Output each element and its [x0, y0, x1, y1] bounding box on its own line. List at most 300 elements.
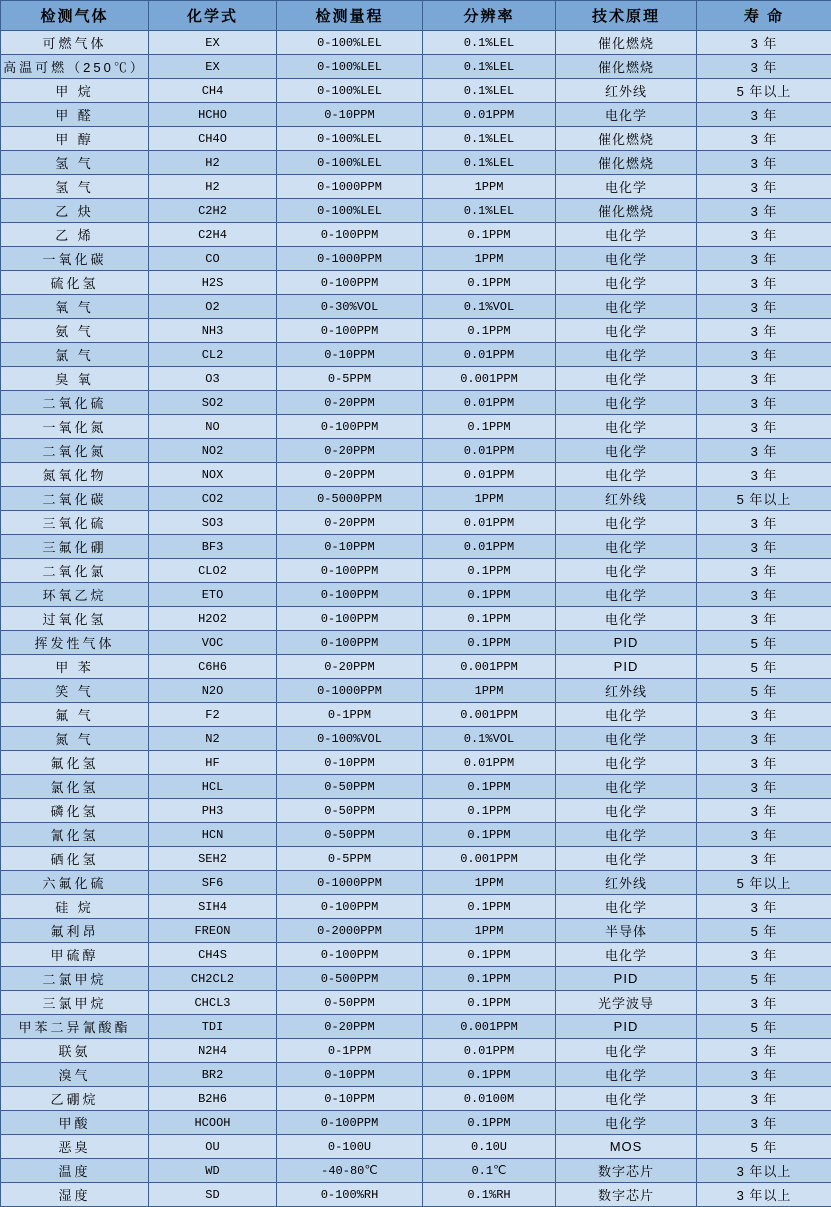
table-row [1, 607, 831, 631]
cell-technology: 电化学 [556, 535, 697, 559]
cell-lifetime: 3 年 [697, 247, 831, 271]
cell-lifetime: 5 年 [697, 919, 831, 943]
cell-lifetime: 3 年 [697, 799, 831, 823]
cell-lifetime: 5 年以上 [697, 79, 831, 103]
cell-range: 0-100PPM [277, 583, 423, 607]
cell-range: 0-100%LEL [277, 127, 423, 151]
cell-formula: PH3 [149, 799, 277, 823]
cell-gas: 氰化氢 [1, 823, 149, 847]
cell-range: 0-2000PPM [277, 919, 423, 943]
cell-technology: 电化学 [556, 391, 697, 415]
cell-lifetime: 3 年 [697, 751, 831, 775]
cell-technology: 催化燃烧 [556, 127, 697, 151]
table-row [1, 439, 831, 463]
cell-range: 0-100PPM [277, 319, 423, 343]
cell-gas: 甲 烷 [1, 79, 149, 103]
cell-technology: 电化学 [556, 607, 697, 631]
cell-range: 0-20PPM [277, 655, 423, 679]
cell-formula: O3 [149, 367, 277, 391]
cell-lifetime: 3 年 [697, 607, 831, 631]
cell-lifetime: 5 年 [697, 1135, 831, 1159]
cell-lifetime: 5 年 [697, 1015, 831, 1039]
cell-formula: EX [149, 55, 277, 79]
cell-gas: 三氯甲烷 [1, 991, 149, 1015]
cell-lifetime: 3 年 [697, 991, 831, 1015]
cell-formula: TDI [149, 1015, 277, 1039]
table-row [1, 487, 831, 511]
cell-lifetime: 3 年 [697, 127, 831, 151]
cell-range: 0-10PPM [277, 751, 423, 775]
cell-range: 0-5PPM [277, 847, 423, 871]
cell-range: 0-500PPM [277, 967, 423, 991]
cell-technology: 电化学 [556, 799, 697, 823]
cell-gas: 二氯甲烷 [1, 967, 149, 991]
cell-formula: N2O [149, 679, 277, 703]
cell-resolution: 0.1PPM [423, 319, 556, 343]
cell-gas: 联氨 [1, 1039, 149, 1063]
cell-resolution: 0.01PPM [423, 463, 556, 487]
cell-range: -40-80℃ [277, 1159, 423, 1183]
cell-gas: 氯化氢 [1, 775, 149, 799]
cell-technology: 电化学 [556, 1087, 697, 1111]
table-row [1, 775, 831, 799]
cell-technology: PID [556, 655, 697, 679]
cell-resolution: 1PPM [423, 919, 556, 943]
cell-resolution: 0.1%LEL [423, 79, 556, 103]
cell-gas: 氟 气 [1, 703, 149, 727]
cell-range: 0-100%LEL [277, 79, 423, 103]
cell-range: 0-1000PPM [277, 247, 423, 271]
cell-technology: 电化学 [556, 751, 697, 775]
cell-gas: 环氧乙烷 [1, 583, 149, 607]
table-row [1, 559, 831, 583]
cell-range: 0-5PPM [277, 367, 423, 391]
cell-technology: 电化学 [556, 775, 697, 799]
cell-formula: CH4O [149, 127, 277, 151]
column-header-formula: 化学式 [149, 1, 277, 31]
table-header-row [1, 1, 831, 31]
cell-lifetime: 5 年以上 [697, 871, 831, 895]
cell-resolution: 0.01PPM [423, 391, 556, 415]
cell-resolution: 0.01PPM [423, 343, 556, 367]
cell-technology: PID [556, 1015, 697, 1039]
table-row [1, 391, 831, 415]
cell-range: 0-100PPM [277, 943, 423, 967]
cell-technology: 电化学 [556, 1063, 697, 1087]
table-row [1, 1039, 831, 1063]
cell-gas: 溴气 [1, 1063, 149, 1087]
cell-formula: HF [149, 751, 277, 775]
table-row [1, 415, 831, 439]
cell-technology: 红外线 [556, 679, 697, 703]
cell-gas: 六氟化硫 [1, 871, 149, 895]
cell-resolution: 0.1PPM [423, 799, 556, 823]
cell-technology: 电化学 [556, 703, 697, 727]
table-row [1, 847, 831, 871]
cell-range: 0-100PPM [277, 415, 423, 439]
cell-lifetime: 3 年 [697, 583, 831, 607]
cell-range: 0-100PPM [277, 631, 423, 655]
cell-gas: 过氧化氢 [1, 607, 149, 631]
cell-resolution: 0.1PPM [423, 559, 556, 583]
cell-gas: 二氧化氯 [1, 559, 149, 583]
column-header-range: 检测量程 [277, 1, 423, 31]
table-header [1, 1, 831, 31]
cell-gas: 乙硼烷 [1, 1087, 149, 1111]
cell-range: 0-10PPM [277, 1063, 423, 1087]
cell-range: 0-100%LEL [277, 55, 423, 79]
cell-gas: 甲硫醇 [1, 943, 149, 967]
cell-range: 0-100%LEL [277, 199, 423, 223]
cell-gas: 氨 气 [1, 319, 149, 343]
table-row [1, 319, 831, 343]
cell-range: 0-20PPM [277, 439, 423, 463]
cell-resolution: 1PPM [423, 247, 556, 271]
cell-formula: CH2CL2 [149, 967, 277, 991]
table-row [1, 871, 831, 895]
cell-resolution: 0.1%LEL [423, 151, 556, 175]
cell-lifetime: 3 年 [697, 175, 831, 199]
cell-range: 0-20PPM [277, 463, 423, 487]
table-row [1, 79, 831, 103]
cell-formula: H2S [149, 271, 277, 295]
cell-technology: 电化学 [556, 223, 697, 247]
cell-lifetime: 3 年 [697, 1039, 831, 1063]
cell-resolution: 0.01PPM [423, 535, 556, 559]
cell-lifetime: 5 年 [697, 655, 831, 679]
cell-gas: 二氧化氮 [1, 439, 149, 463]
cell-lifetime: 3 年 [697, 319, 831, 343]
cell-formula: HCN [149, 823, 277, 847]
cell-lifetime: 3 年以上 [697, 1159, 831, 1183]
cell-formula: N2 [149, 727, 277, 751]
cell-resolution: 0.10U [423, 1135, 556, 1159]
cell-resolution: 0.1PPM [423, 895, 556, 919]
cell-technology: 电化学 [556, 343, 697, 367]
cell-technology: 电化学 [556, 367, 697, 391]
cell-gas: 一氧化碳 [1, 247, 149, 271]
cell-range: 0-10PPM [277, 343, 423, 367]
cell-resolution: 0.0100M [423, 1087, 556, 1111]
cell-resolution: 0.1%VOL [423, 727, 556, 751]
cell-technology: 电化学 [556, 727, 697, 751]
cell-formula: ETO [149, 583, 277, 607]
cell-resolution: 0.1PPM [423, 943, 556, 967]
table-row [1, 583, 831, 607]
cell-formula: H2O2 [149, 607, 277, 631]
cell-resolution: 0.001PPM [423, 655, 556, 679]
cell-formula: O2 [149, 295, 277, 319]
cell-lifetime: 3 年 [697, 103, 831, 127]
cell-technology: 电化学 [556, 823, 697, 847]
cell-formula: NH3 [149, 319, 277, 343]
cell-formula: BF3 [149, 535, 277, 559]
cell-formula: CH4 [149, 79, 277, 103]
cell-range: 0-10PPM [277, 1087, 423, 1111]
cell-lifetime: 5 年 [697, 631, 831, 655]
table-row [1, 991, 831, 1015]
cell-resolution: 1PPM [423, 487, 556, 511]
cell-technology: 电化学 [556, 415, 697, 439]
table-row [1, 1015, 831, 1039]
column-header-technology: 技术原理 [556, 1, 697, 31]
cell-formula: N2H4 [149, 1039, 277, 1063]
table-row [1, 175, 831, 199]
cell-lifetime: 5 年 [697, 679, 831, 703]
table-row [1, 367, 831, 391]
cell-technology: 电化学 [556, 247, 697, 271]
cell-technology: 催化燃烧 [556, 199, 697, 223]
cell-resolution: 0.1%LEL [423, 55, 556, 79]
cell-gas: 一氧化氮 [1, 415, 149, 439]
cell-gas: 氢 气 [1, 151, 149, 175]
table-row [1, 271, 831, 295]
cell-technology: 红外线 [556, 487, 697, 511]
table-row [1, 823, 831, 847]
cell-gas: 可燃气体 [1, 31, 149, 55]
table-row [1, 247, 831, 271]
cell-resolution: 0.1PPM [423, 583, 556, 607]
cell-gas: 温度 [1, 1159, 149, 1183]
cell-lifetime: 3 年 [697, 511, 831, 535]
cell-formula: CLO2 [149, 559, 277, 583]
cell-gas: 恶臭 [1, 1135, 149, 1159]
cell-lifetime: 3 年 [697, 223, 831, 247]
table-row [1, 151, 831, 175]
table-row [1, 535, 831, 559]
cell-lifetime: 3 年 [697, 151, 831, 175]
table-row [1, 967, 831, 991]
cell-gas: 氮 气 [1, 727, 149, 751]
cell-gas: 氧 气 [1, 295, 149, 319]
cell-range: 0-50PPM [277, 991, 423, 1015]
cell-resolution: 0.1%LEL [423, 31, 556, 55]
cell-lifetime: 3 年 [697, 295, 831, 319]
cell-technology: 电化学 [556, 295, 697, 319]
cell-lifetime: 3 年 [697, 847, 831, 871]
cell-gas: 高温可燃（250℃） [1, 55, 149, 79]
cell-range: 0-20PPM [277, 391, 423, 415]
cell-lifetime: 3 年 [697, 559, 831, 583]
table-row [1, 895, 831, 919]
cell-formula: B2H6 [149, 1087, 277, 1111]
cell-resolution: 0.1%LEL [423, 127, 556, 151]
cell-formula: WD [149, 1159, 277, 1183]
cell-range: 0-100PPM [277, 895, 423, 919]
cell-lifetime: 3 年 [697, 1111, 831, 1135]
cell-range: 0-50PPM [277, 823, 423, 847]
cell-gas: 臭 氧 [1, 367, 149, 391]
table-row [1, 127, 831, 151]
cell-lifetime: 5 年以上 [697, 487, 831, 511]
cell-range: 0-10PPM [277, 103, 423, 127]
cell-technology: 光学波导 [556, 991, 697, 1015]
cell-resolution: 1PPM [423, 175, 556, 199]
cell-gas: 甲 醇 [1, 127, 149, 151]
cell-technology: 数字芯片 [556, 1159, 697, 1183]
cell-technology: MOS [556, 1135, 697, 1159]
cell-formula: C2H4 [149, 223, 277, 247]
cell-technology: 电化学 [556, 583, 697, 607]
table-row [1, 511, 831, 535]
cell-gas: 氯 气 [1, 343, 149, 367]
table-body [1, 31, 831, 1207]
cell-lifetime: 5 年 [697, 967, 831, 991]
column-header-resolution: 分辨率 [423, 1, 556, 31]
table-row [1, 655, 831, 679]
cell-resolution: 0.001PPM [423, 1015, 556, 1039]
cell-range: 0-100%VOL [277, 727, 423, 751]
cell-formula: SO2 [149, 391, 277, 415]
cell-range: 0-100PPM [277, 271, 423, 295]
table-row [1, 679, 831, 703]
cell-range: 0-1PPM [277, 703, 423, 727]
table-row [1, 943, 831, 967]
cell-resolution: 0.1%LEL [423, 199, 556, 223]
cell-lifetime: 3 年 [697, 895, 831, 919]
cell-gas: 三氟化硼 [1, 535, 149, 559]
cell-formula: SIH4 [149, 895, 277, 919]
cell-technology: 半导体 [556, 919, 697, 943]
table-row [1, 1135, 831, 1159]
table-row [1, 199, 831, 223]
cell-gas: 甲苯二异氰酸酯 [1, 1015, 149, 1039]
cell-lifetime: 3 年 [697, 55, 831, 79]
cell-formula: EX [149, 31, 277, 55]
cell-lifetime: 3 年 [697, 703, 831, 727]
cell-resolution: 0.001PPM [423, 703, 556, 727]
cell-technology: 催化燃烧 [556, 55, 697, 79]
cell-resolution: 0.01PPM [423, 1039, 556, 1063]
cell-resolution: 0.001PPM [423, 367, 556, 391]
cell-range: 0-1PPM [277, 1039, 423, 1063]
table-row [1, 103, 831, 127]
table-row [1, 703, 831, 727]
cell-formula: VOC [149, 631, 277, 655]
cell-formula: F2 [149, 703, 277, 727]
table-row [1, 1087, 831, 1111]
cell-gas: 三氧化硫 [1, 511, 149, 535]
cell-formula: NOX [149, 463, 277, 487]
table-row [1, 463, 831, 487]
cell-formula: SEH2 [149, 847, 277, 871]
cell-range: 0-100PPM [277, 559, 423, 583]
cell-lifetime: 3 年 [697, 367, 831, 391]
cell-lifetime: 3 年 [697, 943, 831, 967]
cell-technology: 电化学 [556, 1111, 697, 1135]
cell-resolution: 1PPM [423, 679, 556, 703]
cell-formula: HCHO [149, 103, 277, 127]
cell-formula: C2H2 [149, 199, 277, 223]
cell-technology: 电化学 [556, 847, 697, 871]
cell-range: 0-20PPM [277, 1015, 423, 1039]
cell-gas: 笑 气 [1, 679, 149, 703]
cell-technology: 电化学 [556, 175, 697, 199]
cell-gas: 氢 气 [1, 175, 149, 199]
cell-resolution: 0.1PPM [423, 223, 556, 247]
cell-technology: 数字芯片 [556, 1183, 697, 1207]
cell-formula: NO [149, 415, 277, 439]
cell-gas: 氟化氢 [1, 751, 149, 775]
cell-formula: OU [149, 1135, 277, 1159]
cell-formula: H2 [149, 151, 277, 175]
cell-technology: 催化燃烧 [556, 31, 697, 55]
cell-formula: SD [149, 1183, 277, 1207]
cell-gas: 硫化氢 [1, 271, 149, 295]
cell-lifetime: 3 年 [697, 439, 831, 463]
cell-range: 0-100PPM [277, 1111, 423, 1135]
cell-resolution: 0.1PPM [423, 967, 556, 991]
cell-gas: 氮氧化物 [1, 463, 149, 487]
cell-technology: 电化学 [556, 511, 697, 535]
cell-resolution: 0.1PPM [423, 1111, 556, 1135]
cell-resolution: 0.1PPM [423, 415, 556, 439]
table-row [1, 727, 831, 751]
column-header-lifetime: 寿 命 [697, 1, 831, 31]
cell-range: 0-10PPM [277, 535, 423, 559]
cell-gas: 乙 炔 [1, 199, 149, 223]
cell-lifetime: 3 年 [697, 391, 831, 415]
table-row [1, 31, 831, 55]
cell-lifetime: 3 年 [697, 1087, 831, 1111]
cell-formula: FREON [149, 919, 277, 943]
table-row [1, 223, 831, 247]
cell-gas: 硒化氢 [1, 847, 149, 871]
cell-formula: C6H6 [149, 655, 277, 679]
cell-technology: 催化燃烧 [556, 151, 697, 175]
cell-resolution: 0.1PPM [423, 991, 556, 1015]
cell-technology: 电化学 [556, 271, 697, 295]
cell-gas: 挥发性气体 [1, 631, 149, 655]
cell-lifetime: 3 年 [697, 415, 831, 439]
table-row [1, 1159, 831, 1183]
cell-range: 0-30%VOL [277, 295, 423, 319]
cell-lifetime: 3 年 [697, 343, 831, 367]
cell-range: 0-1000PPM [277, 679, 423, 703]
cell-range: 0-50PPM [277, 775, 423, 799]
cell-range: 0-100PPM [277, 223, 423, 247]
cell-gas: 磷化氢 [1, 799, 149, 823]
cell-range: 0-100PPM [277, 607, 423, 631]
cell-technology: 电化学 [556, 103, 697, 127]
cell-resolution: 0.1PPM [423, 631, 556, 655]
cell-range: 0-20PPM [277, 511, 423, 535]
cell-technology: 红外线 [556, 871, 697, 895]
cell-technology: 电化学 [556, 559, 697, 583]
cell-gas: 硅 烷 [1, 895, 149, 919]
cell-technology: 电化学 [556, 895, 697, 919]
cell-technology: 电化学 [556, 319, 697, 343]
cell-lifetime: 3 年 [697, 1063, 831, 1087]
table-row [1, 1183, 831, 1207]
cell-resolution: 0.01PPM [423, 103, 556, 127]
cell-gas: 二氧化碳 [1, 487, 149, 511]
table-row [1, 55, 831, 79]
cell-technology: 电化学 [556, 1039, 697, 1063]
cell-lifetime: 3 年 [697, 271, 831, 295]
cell-formula: BR2 [149, 1063, 277, 1087]
table-row [1, 1111, 831, 1135]
cell-formula: CH4S [149, 943, 277, 967]
cell-formula: HCL [149, 775, 277, 799]
cell-range: 0-1000PPM [277, 871, 423, 895]
cell-range: 0-5000PPM [277, 487, 423, 511]
cell-technology: 电化学 [556, 463, 697, 487]
cell-resolution: 0.01PPM [423, 751, 556, 775]
column-header-gas: 检测气体 [1, 1, 149, 31]
cell-formula: CHCL3 [149, 991, 277, 1015]
cell-range: 0-1000PPM [277, 175, 423, 199]
